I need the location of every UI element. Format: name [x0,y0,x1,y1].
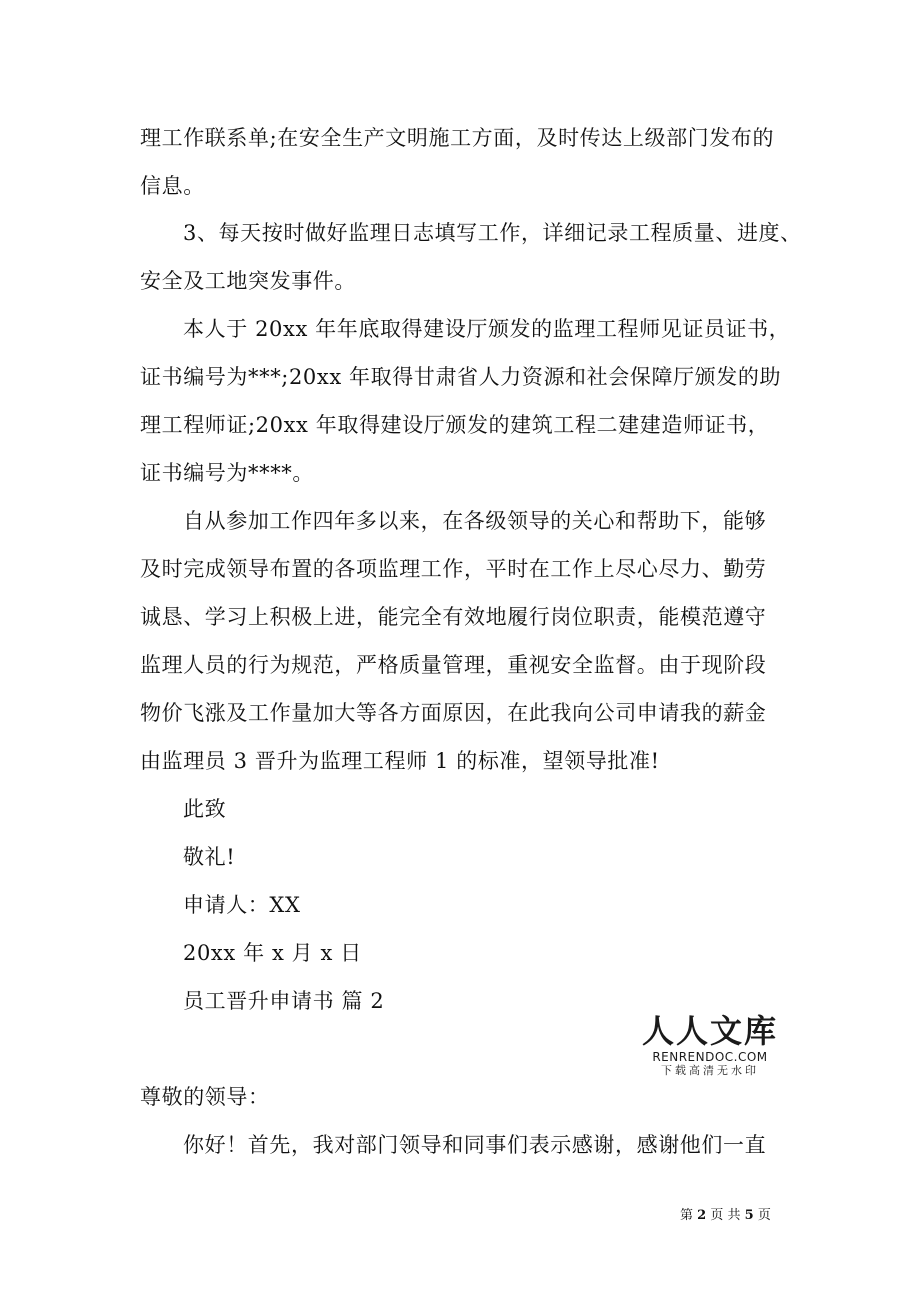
text-line: 自从参加工作四年多以来，在各级领导的关心和帮助下，能够 [183,509,767,533]
total-page-number: 5 [744,1208,754,1223]
text-line: 3、每天按时做好监理日志填写工作，详细记录工程质量、进度、 [183,221,802,245]
text-line: 由监理员 3 晋升为监理工程师 1 的标准，望领导批准! [140,749,660,773]
current-page-number: 2 [697,1208,707,1223]
closing-line: 此致 [183,797,227,821]
section-title: 员工晋升申请书 篇 2 [183,989,385,1013]
watermark-logo [640,1012,780,1078]
text-line: 你好！首先，我对部门领导和同事们表示感谢，感谢他们一直 [183,1133,767,1157]
footer-suffix: 页 [757,1208,771,1223]
footer-middle: 页 共 [710,1208,741,1223]
date-line: 20xx 年 x 月 x 日 [183,941,362,965]
text-line: 理工程师证;20xx 年取得建设厅颁发的建筑工程二建建造师证书， [140,413,770,437]
text-line: 诚恳、学习上积极上进，能完全有效地履行岗位职责，能模范遵守 [140,605,767,629]
applicant-line: 申请人：XX [183,893,301,917]
watermark-title: 人人文库 [641,1012,778,1050]
text-line: 证书编号为***;20xx 年取得甘肃省人力资源和社会保障厅颁发的助 [140,365,782,389]
page-footer [680,1207,771,1225]
text-line: 理工作联系单;在安全生产文明施工方面，及时传达上级部门发布的 [140,126,775,150]
text-line: 监理人员的行为规范，严格质量管理，重视安全监督。由于现阶段 [140,653,767,677]
watermark-url: RENRENDOC.COM [652,1050,768,1064]
greeting-line: 尊敬的领导： [140,1085,270,1109]
salutation-line: 敬礼! [183,845,236,869]
text-line: 及时完成领导布置的各项监理工作，平时在工作上尽心尽力、勤劳 [140,557,767,581]
text-line: 本人于 20xx 年年底取得建设厅颁发的监理工程师见证员证书， [183,317,791,341]
text-line: 证书编号为****。 [140,461,314,485]
footer-prefix: 第 [680,1208,694,1223]
text-line: 信息。 [140,174,205,198]
text-line: 安全及工地突发事件。 [140,269,356,293]
watermark-subtitle: 下载高清无水印 [661,1064,759,1077]
text-line: 物价飞涨及工作量加大等各方面原因，在此我向公司申请我的薪金 [140,701,767,725]
